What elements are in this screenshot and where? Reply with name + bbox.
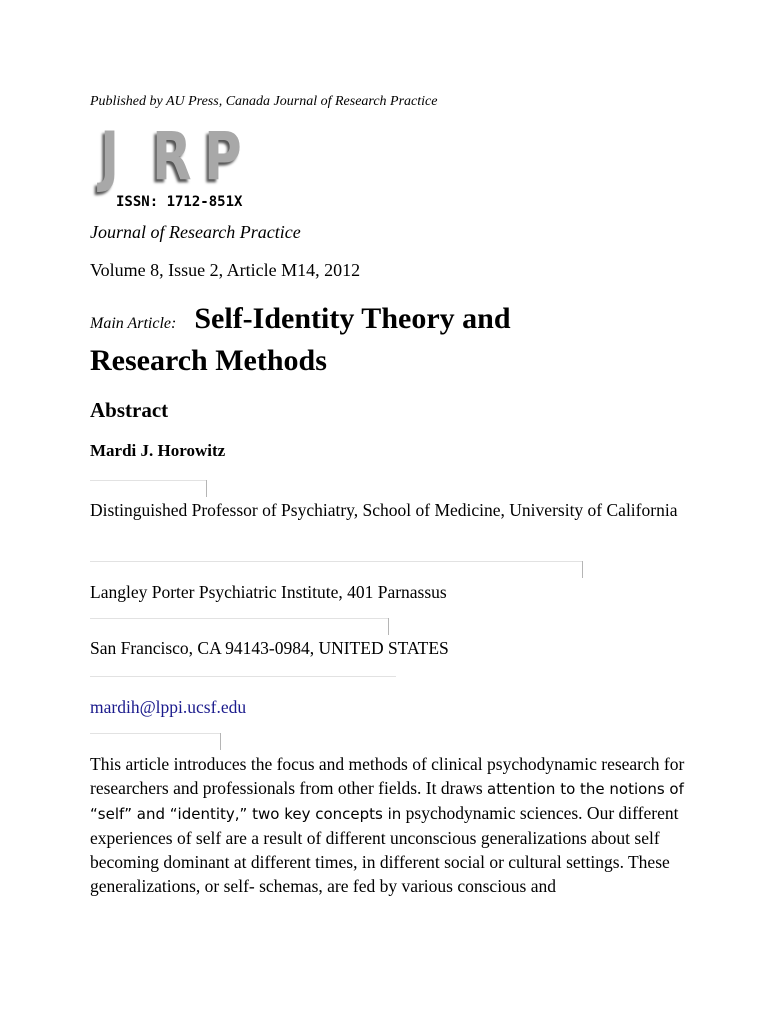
abstract-heading: Abstract (90, 398, 169, 422)
divider (90, 561, 582, 562)
abstract-text-part3: psychodynamic sciences. Our different experiences of self are a result of different unconscious generalizations about self becoming dominant at different times, in different social or cultural settings. These generalizations, or self- schemas, are fed by various conscious and (90, 803, 679, 896)
affiliation-address: San Francisco, CA 94143-0984, UNITED STATES (90, 638, 449, 658)
volume-info: Volume 8, Issue 2, Article M14, 2012 (90, 260, 361, 280)
divider-tick (582, 561, 583, 578)
divider-tick (388, 618, 389, 635)
logo-letter-r: R (152, 118, 192, 195)
abstract-text-part2: attention to the notions of “self” and “identity,” two key concepts in (90, 780, 684, 823)
logo-letter-j: J (100, 118, 120, 195)
author-name: Mardi J. Horowitz (90, 441, 226, 460)
affiliation-institute: Langley Porter Psychiatric Institute, 401 Parnassus (90, 582, 447, 602)
divider (90, 480, 206, 481)
affiliation-position: Distinguished Professor of Psychiatry, School of Medicine, University of California (90, 500, 678, 520)
jrp-logo (100, 118, 275, 214)
article-title-line1 (90, 302, 511, 336)
divider-tick (206, 480, 207, 497)
divider (90, 676, 396, 677)
article-title-line2: Research Methods (90, 344, 327, 377)
divider (90, 618, 388, 619)
abstract-text-part1: This article introduces the focus and methods of clinical psychodynamic research for researchers and professionals from other fields. It draws (90, 754, 685, 798)
divider (90, 733, 220, 734)
publisher-line: Published by AU Press, Canada Journal of Research Practice (90, 94, 438, 109)
logo-letter-p: P (204, 118, 242, 195)
issn-number: ISSN: 1712-851X (116, 194, 243, 210)
author-email-link[interactable]: mardih@lppi.ucsf.edu (90, 697, 247, 717)
abstract-body (90, 752, 690, 898)
title-text-line1: Self-Identity Theory and (194, 302, 511, 335)
main-article-label: Main Article: (90, 315, 177, 332)
journal-name: Journal of Research Practice (90, 222, 301, 242)
divider-tick (220, 733, 221, 750)
